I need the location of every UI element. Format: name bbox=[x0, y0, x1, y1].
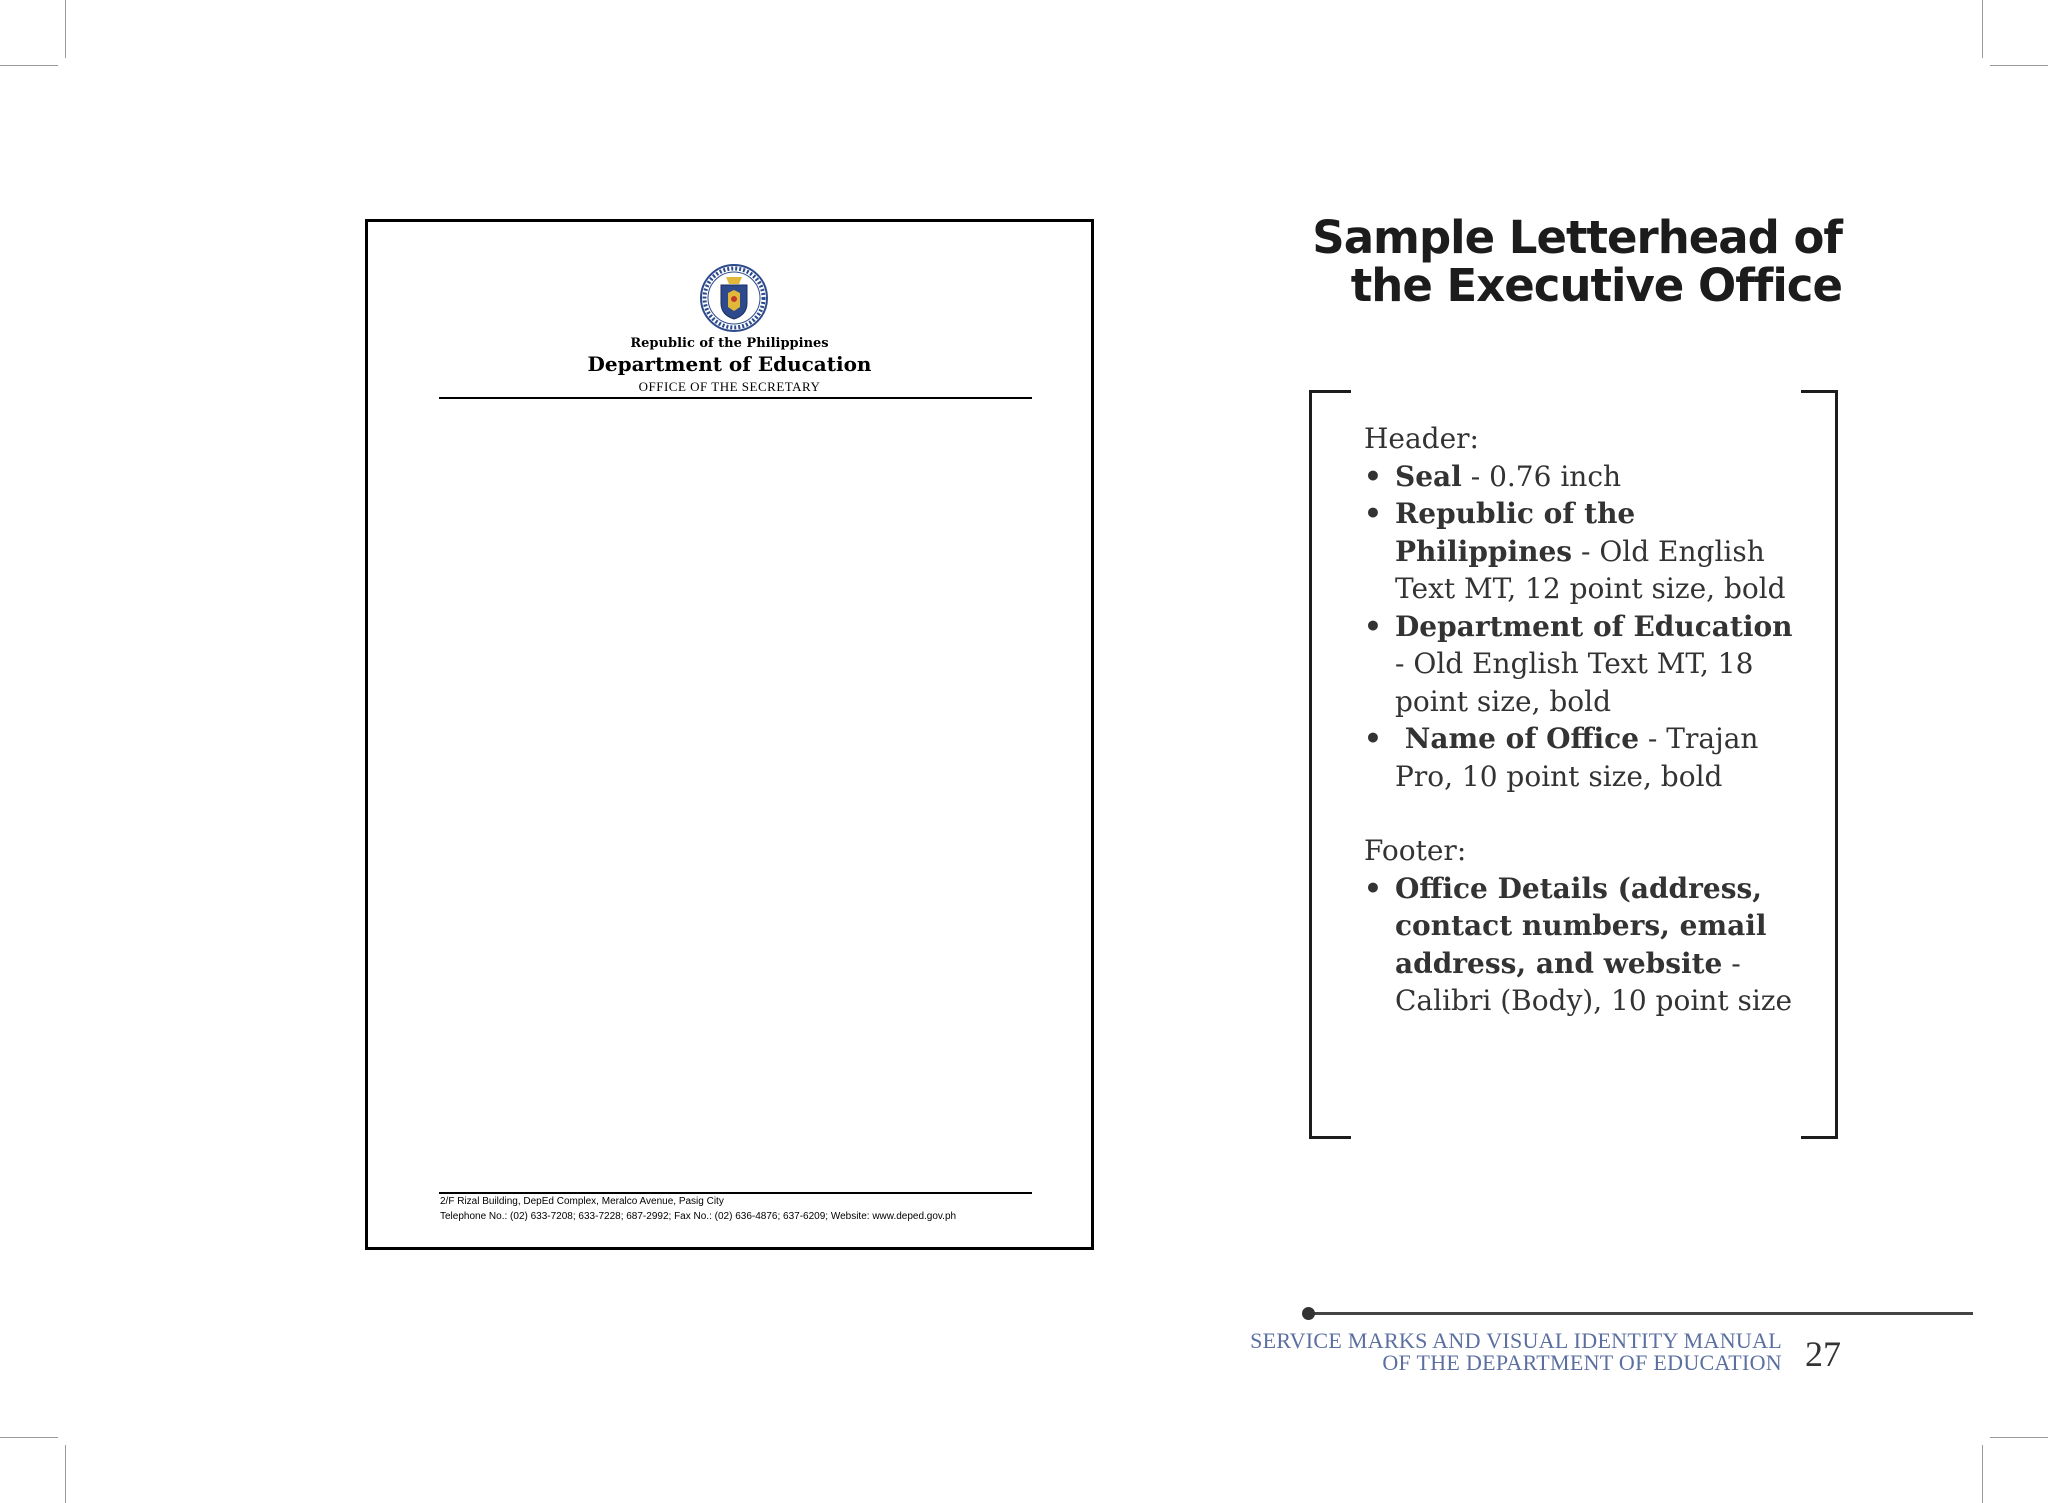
page-title bbox=[1312, 211, 1842, 312]
spec-name: Office Details (address, contact numbers, email address, and website bbox=[1395, 871, 1767, 980]
list-item bbox=[1364, 870, 1804, 1020]
letterhead-footer-address: 2/F Rizal Building, DepEd Complex, Meralco Avenue, Pasig City bbox=[440, 1196, 724, 1207]
header-label: Header: bbox=[1364, 422, 1479, 455]
title-line-2: the Executive Office bbox=[1350, 259, 1842, 312]
bullet: • bbox=[1364, 871, 1382, 905]
manual-title-line-2: OF THE DEPARTMENT OF EDUCATION bbox=[1382, 1350, 1782, 1375]
letterhead-footer-contacts: Telephone No.: (02) 633-7208; 633-7228; 687-2992; Fax No.: (02) 636-4876; 637-6209; Website: www.deped.gov.ph bbox=[440, 1211, 957, 1222]
left-bracket bbox=[1309, 390, 1312, 1139]
spec-name: Seal bbox=[1395, 459, 1462, 493]
footer-rule bbox=[439, 1192, 1032, 1194]
spec-panel bbox=[1364, 420, 1804, 1020]
left-bracket bbox=[1309, 390, 1351, 393]
spec-detail: - Trajan Pro, 10 point size, bold bbox=[1395, 722, 1759, 793]
page-number: 27 bbox=[1805, 1334, 1841, 1374]
footer-spec-list bbox=[1364, 870, 1804, 1020]
spec-detail: - 0.76 inch bbox=[1461, 459, 1622, 493]
crop-mark bbox=[1982, 0, 1983, 58]
list-item bbox=[1364, 495, 1804, 608]
spec-detail: - Old English Text MT, 18 point size, bold bbox=[1395, 647, 1754, 718]
header-spec-list bbox=[1364, 458, 1804, 796]
list-item bbox=[1364, 720, 1804, 795]
letterhead-office: OFFICE OF THE SECRETARY bbox=[638, 379, 821, 394]
crop-mark bbox=[65, 0, 66, 58]
bullet: • bbox=[1364, 497, 1382, 530]
footer-divider-dot bbox=[1302, 1307, 1315, 1320]
bullet: • bbox=[1364, 722, 1382, 755]
bullet: • bbox=[1364, 609, 1382, 643]
spec-name: Republic of the Philippines bbox=[1395, 497, 1636, 568]
letterhead-sample bbox=[365, 219, 1094, 1250]
title-line-1: Sample Letterhead of bbox=[1312, 211, 1842, 264]
crop-mark bbox=[0, 65, 58, 66]
spec-name: Department of Education bbox=[1395, 609, 1793, 643]
crop-mark bbox=[1990, 65, 2048, 66]
manual-title-line-1: SERVICE MARKS AND VISUAL IDENTITY MANUAL bbox=[1250, 1328, 1782, 1353]
deped-seal-icon bbox=[699, 263, 769, 333]
crop-mark bbox=[65, 1445, 66, 1503]
right-bracket bbox=[1801, 1136, 1838, 1139]
right-bracket bbox=[1835, 390, 1838, 1139]
letterhead-department: Department of Education bbox=[587, 352, 872, 376]
crop-mark bbox=[1982, 1445, 1983, 1503]
spec-detail: - Calibri (Body), 10 point size bbox=[1395, 946, 1793, 1017]
list-item bbox=[1364, 458, 1804, 496]
left-bracket bbox=[1309, 1136, 1351, 1139]
crop-mark bbox=[1990, 1437, 2048, 1438]
crop-mark bbox=[0, 1437, 58, 1438]
spec-detail: - Old English Text MT, 12 point size, bold bbox=[1395, 534, 1786, 605]
right-bracket bbox=[1801, 390, 1838, 393]
footer-divider bbox=[1306, 1312, 1973, 1315]
letterhead-republic: Republic of the Philippines bbox=[630, 336, 829, 351]
header-rule bbox=[439, 397, 1032, 399]
list-item bbox=[1364, 608, 1804, 721]
bullet: • bbox=[1364, 459, 1382, 493]
footer-label: Footer: bbox=[1364, 834, 1467, 867]
spec-name: Name of Office bbox=[1395, 722, 1640, 755]
